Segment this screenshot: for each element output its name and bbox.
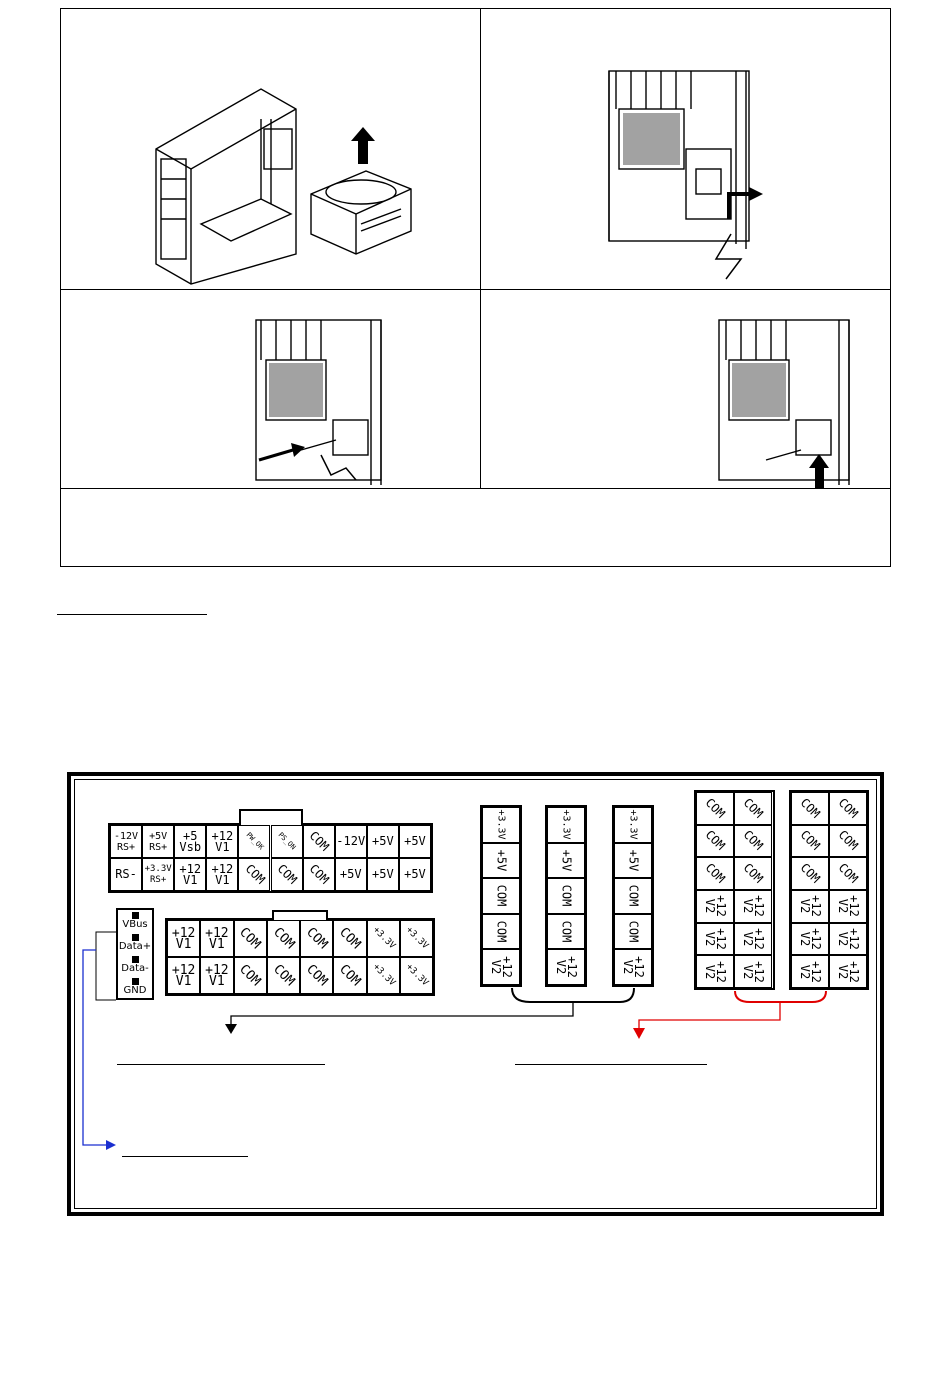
pin-24-top: +5V RS+ [142,825,174,858]
pin-16-top: COM [333,920,366,957]
modular-12pin-pin: +12 V2 [696,955,734,988]
caption-underline-usb [122,1156,248,1157]
pin-16-bottom: +12 V1 [200,957,233,994]
modular-12pin-pin: COM [734,792,772,825]
pin-24-top: -12V RS+ [110,825,142,858]
modular-5pin-pin: COM [614,914,652,950]
modular-12pin-pin: COM [829,825,867,858]
modular-12pin-pin: +12 V2 [791,923,829,956]
pin-16-bottom: COM [333,957,366,994]
pin-24-top: +5V [399,825,431,858]
pin-16-top: +3.3V [400,920,433,957]
modular-12pin-pin: COM [696,792,734,825]
pin-24-top: +12 V1 [206,825,238,858]
modular-5pin-pin: +5V [614,843,652,879]
pin-24-bottom: +12 V1 [206,858,238,891]
modular-12pin-pin: +12 V2 [696,923,734,956]
modular-5pin-pin: +3.3V [547,807,585,843]
pin-16-bottom: +12 V1 [167,957,200,994]
modular-12pin-pin: COM [696,857,734,890]
modular-5pin-pin: +12 V2 [482,949,520,985]
modular-12pin-pin: COM [696,825,734,858]
modular-12pin-pin: +12 V2 [791,890,829,923]
usb-pin-label: Data+ [118,941,152,952]
pin-16-bottom: +3.3V [367,957,400,994]
pin-16-top: COM [234,920,267,957]
pin-16-top: +3.3V [367,920,400,957]
pin-24-bottom: +5V [367,858,399,891]
modular-12pin-pin: +12 V2 [829,890,867,923]
pin-24-top: PS_ON [271,825,303,858]
usb-pin-label: Data- [121,963,149,974]
pin-16-top: COM [300,920,333,957]
usb-pin-label: VBus [122,919,148,930]
modular-5pin-pin: +5V [482,843,520,879]
pin-24-top: +5 Vsb [174,825,206,858]
modular-5pin-pin: +3.3V [614,807,652,843]
modular-12pin-pin: +12 V2 [791,955,829,988]
pin-24-bottom: RS- [110,858,142,891]
pin-24-bottom: COM [271,858,303,891]
arrow-right-icon [106,1140,116,1150]
modular-12pin-pin: +12 V2 [696,890,734,923]
pin-24-bottom: +5V [335,858,367,891]
pin-16-bottom: +3.3V [400,957,433,994]
pin-24-bottom: COM [303,858,335,891]
modular-5pin-pin: +5V [547,843,585,879]
pin-16-top: +12 V1 [200,920,233,957]
pin-24-top: COM [303,825,335,858]
modular-12pin-pin: +12 V2 [734,890,772,923]
modular-5pin-pin: +12 V2 [614,949,652,985]
modular-12pin-pin: COM [791,857,829,890]
pin-24-top: PW_OK [238,825,270,858]
modular-5pin-pin: COM [547,878,585,914]
modular-12pin-pin: COM [791,792,829,825]
pin-16-top: COM [267,920,300,957]
modular-5pin-pin: COM [614,878,652,914]
pin-24-bottom: COM [238,858,270,891]
pin-24-bottom: +12 V1 [174,858,206,891]
modular-12pin-pin: COM [829,857,867,890]
modular-12pin-pin: COM [791,825,829,858]
modular-12pin-pin: COM [829,792,867,825]
pin-24-top: -12V [335,825,367,858]
pin-16-bottom: COM [267,957,300,994]
caption-underline-main [117,1064,325,1065]
arrow-down-icon [633,1028,645,1039]
usb-pin-label: GND [123,985,147,996]
modular-5pin-pin: COM [482,878,520,914]
pin-16-bottom: COM [300,957,333,994]
pin-16-bottom: COM [234,957,267,994]
modular-5pin-pin: +12 V2 [547,949,585,985]
modular-5pin-pin: +3.3V [482,807,520,843]
arrow-down-icon [225,1024,237,1034]
modular-12pin-pin: +12 V2 [829,955,867,988]
modular-12pin-pin: +12 V2 [734,955,772,988]
modular-12pin-pin: +12 V2 [829,923,867,956]
modular-12pin-pin: +12 V2 [734,923,772,956]
pin-16-top: +12 V1 [167,920,200,957]
modular-12pin-pin: COM [734,825,772,858]
modular-5pin-pin: COM [482,914,520,950]
modular-12pin-pin: COM [734,857,772,890]
pin-24-bottom: +5V [399,858,431,891]
pin-24-bottom: +3.3V RS+ [142,858,174,891]
modular-5pin-pin: COM [547,914,585,950]
pin-24-top: +5V [367,825,399,858]
caption-underline-modular [515,1064,707,1065]
